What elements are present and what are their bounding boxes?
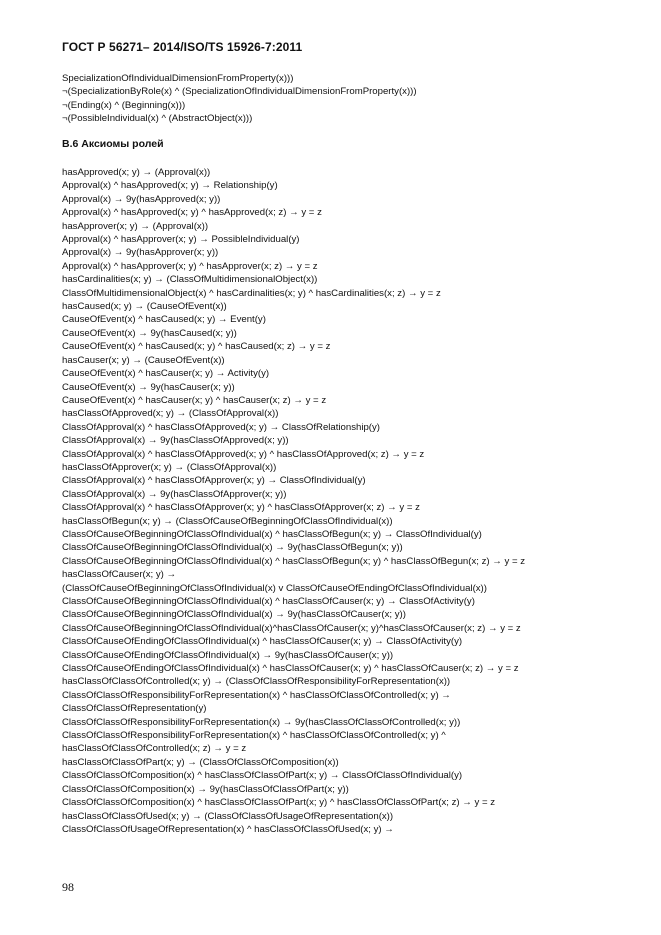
axiom-formula-line: hasClassOfCauser(x; y) → — [62, 569, 177, 581]
axiom-formula-line: Approval(x) → 9y(hasApprover(x; y)) — [62, 247, 219, 259]
axiom-formula-line: ClassOfApproval(x) ^ hasClassOfApproved(x; y) → ClassOfRelationship(y) — [62, 421, 380, 433]
page-number: 98 — [62, 880, 74, 894]
axiom-formula-line: ClassOfApproval(x) ^ hasClassOfApprover(x; y) → ClassOfIndividual(y) — [62, 475, 366, 487]
axiom-formula-line: Approval(x) ^ hasApprover(x; y) ^ hasApprover(x; z) → y = z — [62, 260, 318, 272]
axiom-formula-line: hasClassOfBegun(x; y) → (ClassOfCauseOfBeginningOfClassOfIndividual(x)) — [62, 515, 393, 527]
axiom-formula-line: hasClassOfClassOfControlled(x; y) → (ClassOfClassOfResponsibilityForRepresentation(x)) — [62, 676, 451, 688]
axiom-formula-line: ClassOfApproval(x) → 9y(hasClassOfApproved(x; y)) — [62, 435, 289, 447]
intro-formula-line: ¬(SpecializationByRole(x) ^ (SpecializationOfIndividualDimensionFromProperty(x))) — [62, 86, 417, 98]
axiom-formula-line: CauseOfEvent(x) → 9y(hasCauser(x; y)) — [62, 381, 235, 393]
axiom-formula-line: ClassOfClassOfComposition(x) → 9y(hasClassOfClassOfPart(x; y)) — [62, 783, 349, 795]
intro-formula-line: SpecializationOfIndividualDimensionFromProperty(x))) — [62, 73, 294, 84]
document-header: ГОСТ Р 56271– 2014/ISO/TS 15926-7:2011 — [62, 40, 303, 54]
axiom-formula-line: ClassOfCauseOfBeginningOfClassOfIndividual(x) ^ hasClassOfCauser(x; y) → ClassOfActivity(y) — [62, 596, 475, 607]
axiom-formula-line: hasClassOfClassOfUsed(x; y) → (ClassOfClassOfUsageOfRepresentation(x)) — [62, 810, 394, 822]
axiom-formula-line: hasApprover(x; y) → (Approval(x)) — [62, 220, 209, 232]
axiom-formula-line: ClassOfCauseOfBeginningOfClassOfIndividual(x) ^ hasClassOfBegun(x; y) → ClassOfIndividual(y) — [62, 528, 482, 540]
axiom-formula-line: ClassOfCauseOfEndingOfClassOfIndividual(x) ^ hasClassOfCauser(x; y) ^ hasClassOfCauser(x; z) → y = z — [62, 663, 519, 675]
axiom-formula-line: ClassOfCauseOfBeginningOfClassOfIndividual(x) → 9y(hasClassOfCauser(x; y)) — [62, 609, 406, 621]
axiom-formula-line: ClassOfCauseOfBeginningOfClassOfIndividual(x) → 9y(hasClassOfBegun(x; y)) — [62, 542, 403, 554]
axiom-formula-line: ClassOfCauseOfBeginningOfClassOfIndividual(x) ^ hasClassOfBegun(x; y) ^ hasClassOfBegun(x; z) → y = z — [62, 555, 526, 567]
axiom-formula-line: hasClassOfApproved(x; y) → (ClassOfApproval(x)) — [62, 408, 279, 420]
axiom-formula-line: CauseOfEvent(x) ^ hasCaused(x; y) → Event(y) — [62, 314, 266, 326]
axiom-formula-line: ClassOfClassOfResponsibilityForRepresentation(x) ^ hasClassOfClassOfControlled(x; y) ^ — [62, 730, 446, 742]
axiom-formula-line: hasCaused(x; y) → (CauseOfEvent(x)) — [62, 301, 227, 313]
axiom-formula-line: hasClassOfApprover(x; y) → (ClassOfApproval(x)) — [62, 461, 277, 473]
intro-formula-line: ¬(PossibleIndividual(x) ^ (AbstractObject(x))) — [62, 113, 253, 125]
axiom-formula-line: hasCauser(x; y) → (CauseOfEvent(x)) — [62, 354, 225, 366]
axiom-formula-line: ClassOfClassOfRepresentation(y) — [62, 703, 207, 715]
axiom-formula-line: ClassOfClassOfComposition(x) ^ hasClassOfClassOfPart(x; y) ^ hasClassOfClassOfPart(x; z) → y = z — [62, 797, 496, 809]
intro-formulas — [62, 72, 417, 126]
axiom-formula-line: ClassOfClassOfUsageOfRepresentation(x) ^ hasClassOfClassOfUsed(x; y) → — [62, 823, 394, 835]
axiom-formula-line: ClassOfApproval(x) ^ hasClassOfApproved(x; y) ^ hasClassOfApproved(x; z) → y = z — [62, 448, 425, 460]
axiom-formula-line: Approval(x) ^ hasApprover(x; y) → PossibleIndividual(y) — [62, 234, 300, 246]
axiom-formula-line: ClassOfCauseOfEndingOfClassOfIndividual(x) ^ hasClassOfCauser(x; y) → ClassOfActivity(y) — [62, 636, 463, 648]
axiom-formula-line: ClassOfCauseOfEndingOfClassOfIndividual(x) → 9y(hasClassOfCauser(x; y)) — [62, 649, 394, 661]
section-title: В.6 Аксиомы ролей — [62, 138, 164, 150]
axiom-list — [62, 166, 525, 836]
axiom-formula-line: hasApproved(x; y) → (Approval(x)) — [62, 167, 211, 178]
axiom-formula-line: hasClassOfClassOfControlled(x; z) → y = z — [62, 743, 247, 755]
axiom-formula-line: CauseOfEvent(x) ^ hasCaused(x; y) ^ hasCaused(x; z) → y = z — [62, 341, 331, 353]
axiom-formula-line: ClassOfClassOfResponsibilityForRepresentation(x) ^ hasClassOfClassOfControlled(x; y) → — [62, 689, 451, 701]
axiom-formula-line: Approval(x) → 9y(hasApproved(x; y)) — [62, 193, 221, 205]
axiom-formula-line: CauseOfEvent(x) → 9y(hasCaused(x; y)) — [62, 327, 237, 339]
axiom-formula-line: ClassOfClassOfResponsibilityForRepresentation(x) → 9y(hasClassOfClassOfControlled(x; y)) — [62, 716, 461, 728]
axiom-formula-line: ClassOfClassOfComposition(x) ^ hasClassOfClassOfPart(x; y) → ClassOfClassOfIndividual(y) — [62, 770, 463, 782]
axiom-formula-line: ClassOfCauseOfBeginningOfClassOfIndividual(x)^hasClassOfCauser(x; y)^hasClassOfCauser(x; z) → y = z — [62, 622, 521, 634]
intro-formula-line: ¬(Ending(x) ^ (Beginning(x))) — [62, 99, 186, 111]
axiom-formula-line: ClassOfApproval(x) ^ hasClassOfApprover(x; y) ^ hasClassOfApprover(x; z) → y = z — [62, 502, 420, 514]
axiom-formula-line: Approval(x) ^ hasApproved(x; y) → Relationship(y) — [62, 180, 278, 192]
axiom-formula-line: Approval(x) ^ hasApproved(x; y) ^ hasApproved(x; z) → y = z — [62, 207, 322, 219]
axiom-formula-line: ClassOfApproval(x) → 9y(hasClassOfApprover(x; y)) — [62, 488, 287, 500]
axiom-formula-line: CauseOfEvent(x) ^ hasCauser(x; y) → Activity(y) — [62, 368, 270, 380]
axiom-formula-line: (ClassOfCauseOfBeginningOfClassOfIndividual(x) v ClassOfCauseOfEndingOfClassOfIndividual(x)) — [62, 582, 487, 594]
axiom-formula-line: hasCardinalities(x; y) → (ClassOfMultidimensionalObject(x)) — [62, 274, 318, 286]
axiom-formula-line: CauseOfEvent(x) ^ hasCauser(x; y) ^ hasCauser(x; z) → y = z — [62, 394, 327, 406]
axiom-formula-line: hasClassOfClassOfPart(x; y) → (ClassOfClassOfComposition(x)) — [62, 756, 339, 768]
axiom-formula-line: ClassOfMultidimensionalObject(x) ^ hasCardinalities(x; y) ^ hasCardinalities(x; z) → y = z — [62, 287, 441, 299]
